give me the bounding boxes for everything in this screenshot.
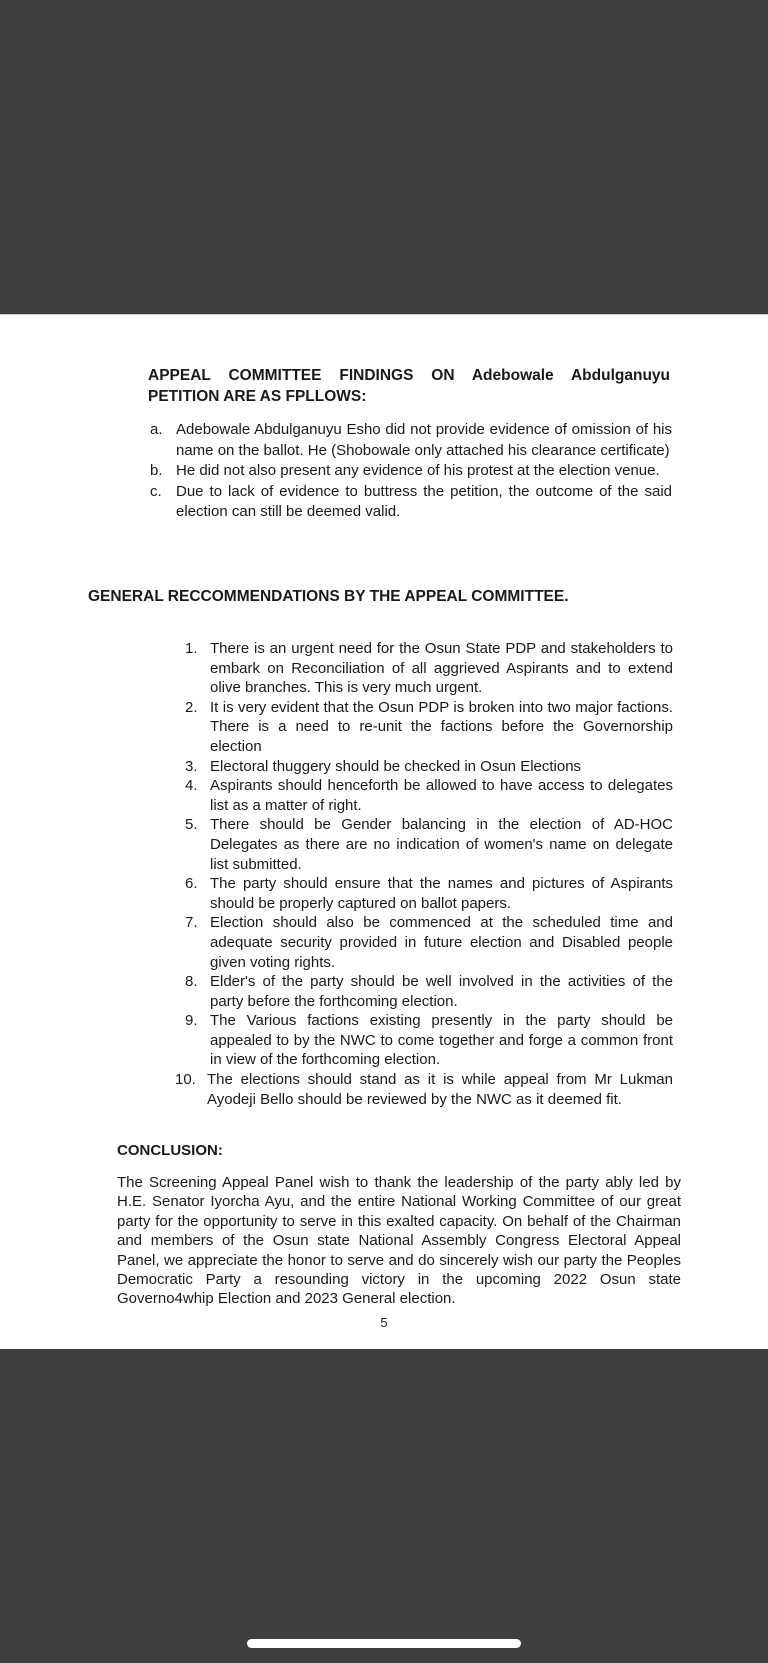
conclusion-heading: CONCLUSION: [117,1142,223,1159]
findings-heading-line2: PETITION ARE AS FPLLOWS: [148,388,367,405]
home-indicator-bar[interactable] [247,1639,521,1648]
recommendation-item-7 [185,913,673,972]
findings-heading [148,365,670,407]
list-marker: b. [150,462,163,479]
list-marker: 3. [185,757,198,775]
list-item-text: It is very evident that the Osun PDP is broken into two major factions. There is a need to re-unit the factions before the Governorship election [210,698,673,755]
list-marker: 2. [185,698,198,716]
list-item-text: Election should also be commenced at the scheduled time and adequate security provided in future election and Disabled people given voting rights. [210,914,673,971]
recommendation-item-10 [175,1070,673,1109]
list-marker: 9. [185,1012,198,1030]
document-page [0,314,768,1349]
recommendation-item-3 [185,757,673,777]
findings-item-c [150,482,672,523]
recommendation-item-1 [185,639,673,698]
findings-item-b [150,461,672,482]
list-item-text: Due to lack of evidence to buttress the petition, the outcome of the said election can still be deemed valid. [176,482,672,520]
list-item-text: Electoral thuggery should be checked in Osun Elections [210,757,582,775]
list-item-text: There is an urgent need for the Osun State PDP and stakeholders to embark on Reconciliation of all aggrieved Aspirants and to extend olive branches. This is very much urgent. [210,640,673,697]
recommendation-item-4 [185,776,673,815]
list-item-text: He did not also present any evidence of his protest at the election venue. [176,462,660,479]
list-item-text: The Various factions existing presently in the party should be appealed to by the NWC to come together and forge a common front in view of the forthcoming election. [210,1012,673,1069]
findings-heading-line1: APPEAL COMMITTEE FINDINGS ON Adebowale Abdulganuyu [148,367,670,384]
list-marker: 1. [185,640,198,657]
list-marker: 7. [185,914,198,932]
list-item-text: Aspirants should henceforth be allowed to have access to delegates list as a matter of right. [210,777,673,814]
recommendation-item-9 [185,1011,673,1070]
findings-item-a [150,420,672,461]
list-item-text: There should be Gender balancing in the election of AD-HOC Delegates as there are no indication of women's name on delegate list submitted. [210,816,673,873]
recommendations-list [175,639,673,1109]
list-item-text: The party should ensure that the names and pictures of Aspirants should be properly captured on ballot papers. [210,875,673,912]
recommendation-item-6 [185,874,673,913]
list-item-text: The elections should stand as it is while appeal from Mr Lukman Ayodeji Bello should be reviewed by the NWC as it deemed fit. [207,1071,673,1108]
list-item-text: Adebowale Abdulganuyu Esho did not provide evidence of omission of his name on the ballot. He (Shobowale only attached his clearance certificate) [176,421,672,459]
list-item-text: Elder's of the party should be well involved in the activities of the party before the forthcoming election. [210,973,673,1010]
list-marker: 10. [175,1071,196,1089]
recommendation-item-2 [185,698,673,757]
findings-list [150,420,672,523]
list-marker: 6. [185,875,198,893]
recommendation-item-5 [185,815,673,874]
page-number: 5 [380,1315,388,1330]
list-marker: c. [150,482,162,500]
list-marker: 8. [185,973,198,991]
recommendations-heading: GENERAL RECCOMMENDATIONS BY THE APPEAL COMMITTEE. [88,588,569,605]
list-marker: a. [150,421,163,438]
list-marker: 5. [185,816,198,834]
conclusion-paragraph: The Screening Appeal Panel wish to thank the leadership of the party ably led by H.E. Senator Iyorcha Ayu, and the entire National Working Committee of our great party for the opportunity to serve in this exalted capacity. On behalf of the Chairman and members of the Osun state National Assembly Congress Electoral Appeal Panel, we appreciate the honor to serve and do sincerely wish our party the Peoples Democratic Party a resounding victory in the upcoming 2022 Osun state Governo4whip Election and 2023 General election. [117,1174,681,1308]
recommendation-item-8 [185,972,673,1011]
list-marker: 4. [185,777,198,795]
